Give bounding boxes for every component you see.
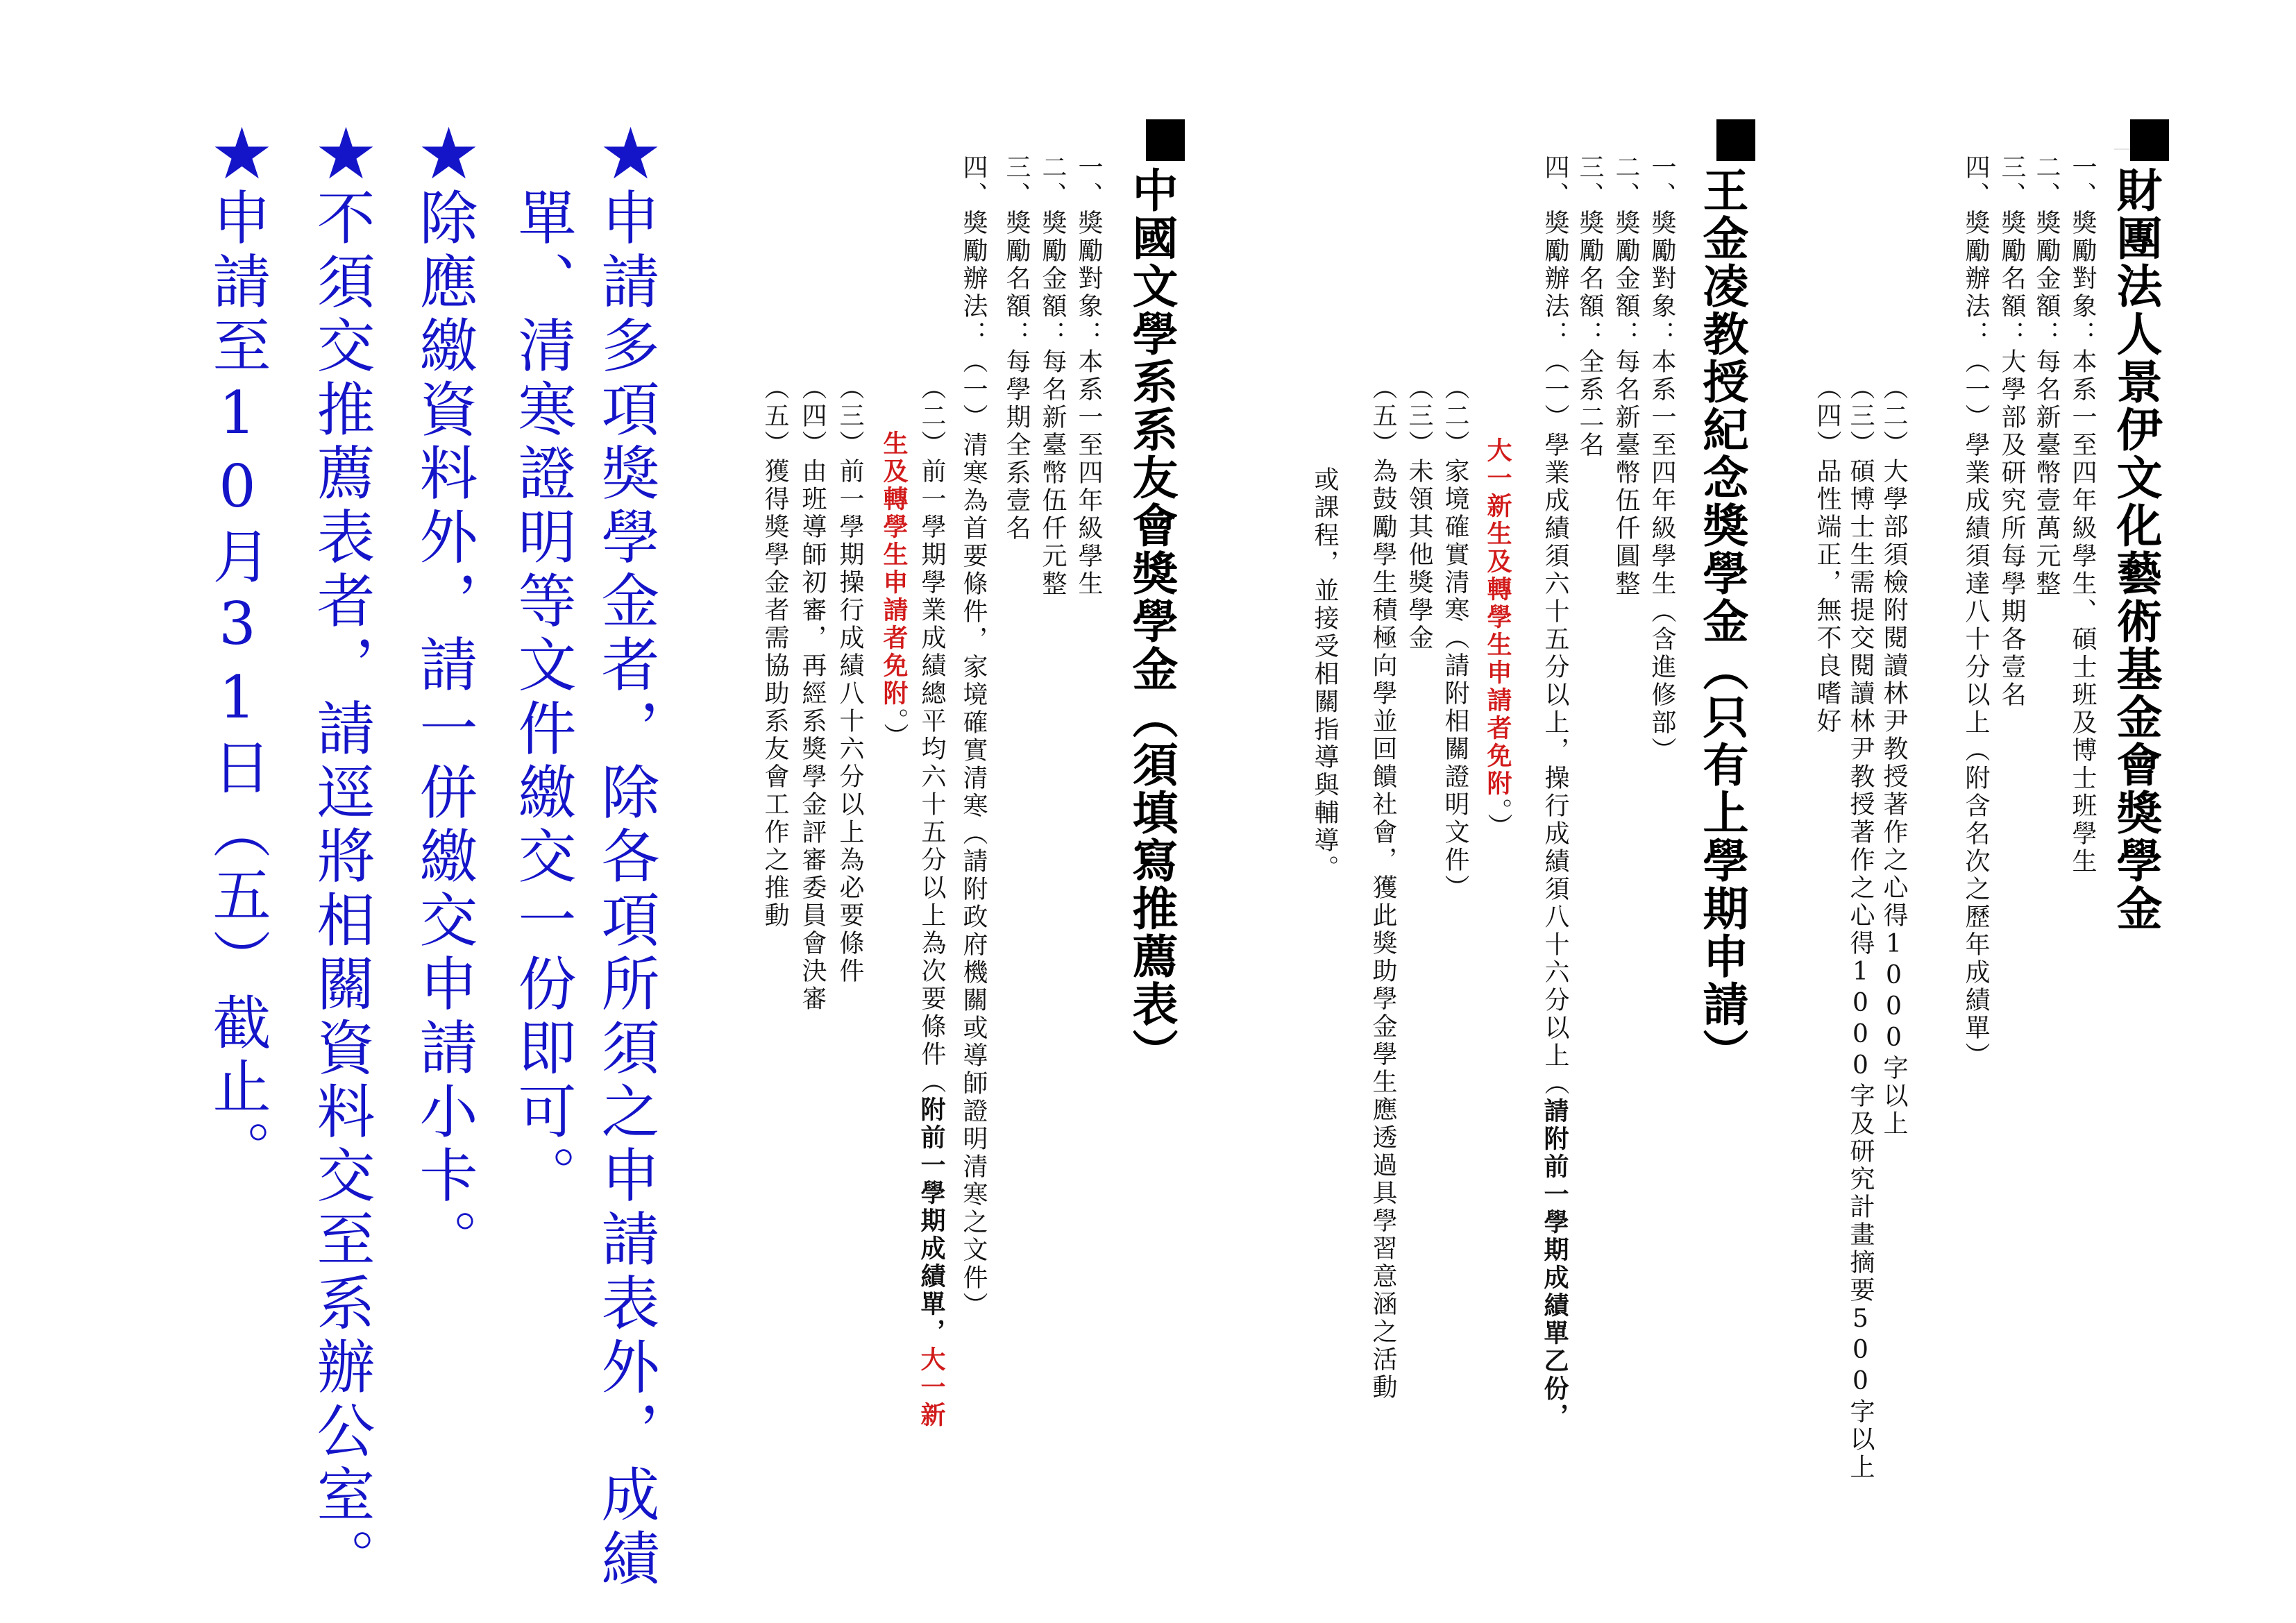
section3-exempt-note: 生及轉學生申請者免附 [879, 430, 909, 708]
section2-line-4-cont [1485, 437, 1510, 841]
section3-line-6-end: 。） [880, 708, 909, 751]
section1-line-7: （四）品性端正，無不良嗜好 [1813, 375, 1841, 736]
section1-title [2103, 119, 2169, 933]
notice-4: ★申請至10月31日（五）截止。 [203, 124, 271, 1184]
section3-line-5-bold: 附前一學期成績單， [917, 1096, 946, 1346]
section3-line-5-red: 大一新 [917, 1346, 946, 1429]
section2-line-4-text: 四、獎勵辦法：（一）學業成績須六十五分以上，操行成績須八十六分以上（ [1541, 154, 1569, 1098]
section2-line-7: （五）為鼓勵學生積極向學並回饋社會，獲此獎助學金學生應透過具學習意涵之活動 [1369, 375, 1397, 1402]
section1-title-text: 財團法人景伊文化藝術基金會獎學金 [2109, 167, 2163, 933]
section2-title [1689, 119, 1755, 1076]
section3-line-6 [879, 430, 909, 751]
section3-line-5-text: （二）前一學期學業成績總平均六十五分以上為次要條件（ [918, 375, 946, 1096]
notice-3: ★不須交推薦表者，請逕將相關資料交至系辦公室。 [307, 124, 375, 1592]
section3-line-5 [919, 375, 944, 1429]
section2-line-8: 或課程，並接受相關指導與輔導。 [1310, 466, 1339, 883]
section3-line-1: 一、獎勵對象：本系一至四年級學生 [1074, 154, 1103, 598]
section1-line-2: 二、獎勵金額：每名新臺幣壹萬元整 [2032, 154, 2061, 598]
section2-line-4 [1542, 154, 1567, 1431]
section3-line-2: 二、獎勵金額：每名新臺幣伍仟元整 [1038, 154, 1067, 598]
section2-line-2: 二、獎勵金額：每名新臺幣伍仟圓整 [1612, 154, 1640, 598]
section3-title [1119, 119, 1185, 1076]
section3-title-text: 中國文學系系友會獎學金（須填寫推薦表） [1124, 167, 1179, 1076]
section3-line-7: （三）前一學期操行成績八十六分以上為必要條件 [836, 375, 864, 985]
section2-line-4-end: 。） [1484, 798, 1512, 841]
section2-line-6: （三）未領其他獎學金 [1405, 375, 1433, 652]
section2-title-text: 王金凌教授紀念獎學金（只有上學期申請） [1695, 167, 1749, 1076]
section1-line-4: 四、獎勵辦法：（一）學業成績須達八十分以上（附含名次之歷年成績單） [1961, 154, 1990, 1070]
notice-1: ★申請多項獎學金者，除各項所須之申請表外，成績 [592, 124, 660, 1592]
section2-line-5: （二）家境確實清寒（請附相關證明文件） [1441, 375, 1469, 902]
section3-line-8: （四）由班導師初審，再經系獎學金評審委員會決審 [798, 375, 827, 1013]
section1-line-5: （二）大學部須檢附閱讀林尹教授著作之心得1000字以上 [1880, 375, 1908, 1138]
section2-line-4-bold: 請附前一學期成績單乙份， [1540, 1098, 1569, 1431]
title-bullet-square [1146, 119, 1185, 161]
section3-line-9: （五）獲得獎學金者需協助系友會工作之推動 [761, 375, 789, 930]
section1-line-1: 一、獎勵對象：本系一至四年級學生、碩士班及博士班學生 [2068, 154, 2097, 876]
section2-line-3: 三、獎勵名額：全系二名 [1576, 154, 1604, 459]
section1-line-3: 三、獎勵名額：大學部及研究所每學期各壹名 [1998, 154, 2026, 709]
section3-line-3: 三、獎勵名額：每學期全系壹名 [1002, 154, 1031, 543]
notice-1-cont: 單、清寒證明等文件繳交一份即可。 [509, 187, 577, 1209]
section1-line-6: （三）碩博士生需提交閱讀林尹教授著作之心得1000字及研究計畫摘要500字以上 [1846, 375, 1875, 1481]
title-bullet-square [2130, 119, 2169, 161]
section2-exempt-note: 大一新生及轉學生申請者免附 [1483, 437, 1512, 798]
section3-line-4: 四、獎勵辦法：（一）清寒為首要條件，家境確實清寒（請附政府機關或導師證明清寒之文件） [959, 154, 988, 1320]
title-bullet-square [1716, 119, 1755, 161]
notice-2: ★除應繳資料外，請一併繳交申請小卡。 [410, 124, 478, 1273]
section2-line-1: 一、獎勵對象：本系一至四年級學生（含進修部） [1648, 154, 1676, 765]
